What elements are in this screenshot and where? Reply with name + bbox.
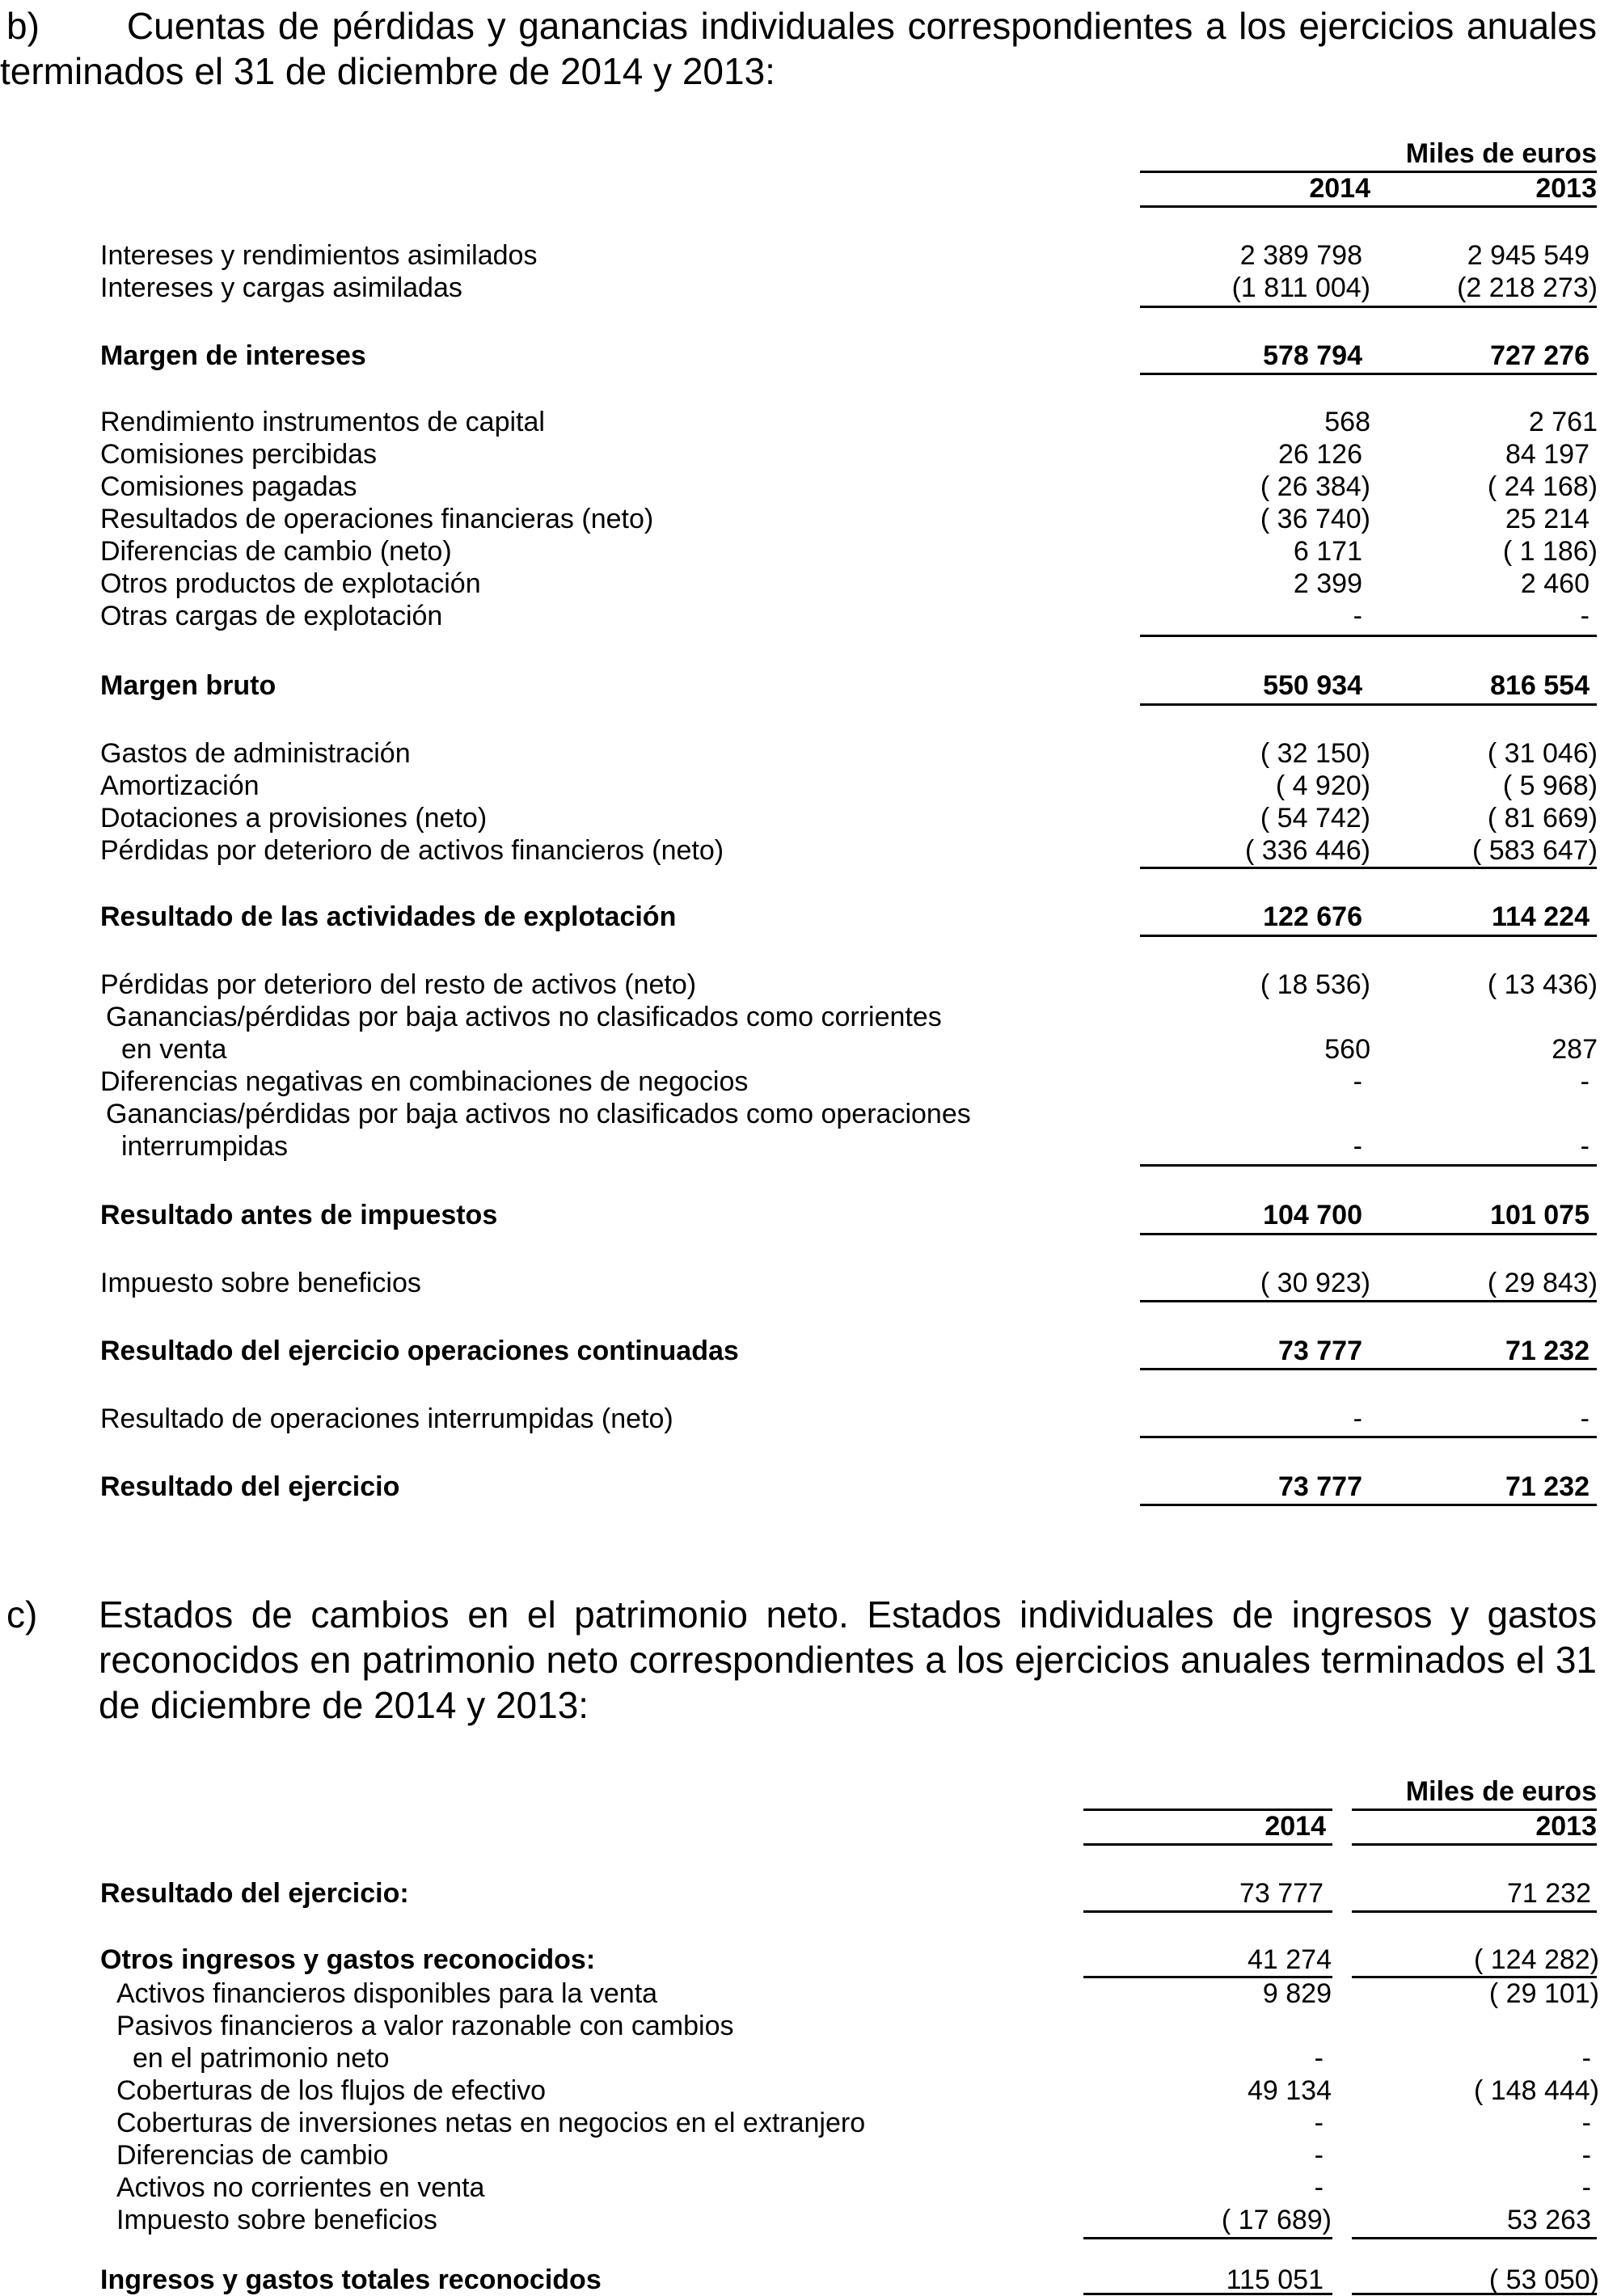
row-label: Impuesto sobre beneficios — [100, 1268, 421, 1298]
value-2013: 71 232 — [1505, 1336, 1590, 1366]
row-label: Resultado del ejercicio: — [100, 1878, 409, 1909]
value-2014: 2 399 — [1293, 568, 1362, 599]
row-label: Resultado del ejercicio operaciones continuadas — [100, 1336, 739, 1366]
section-b-years-rule — [1140, 205, 1597, 208]
row-label-continued: en venta — [121, 1034, 227, 1065]
row-label: Otros ingresos y gastos reconocidos: — [100, 1944, 596, 1975]
row-label: Resultado de operaciones interrumpidas (neto) — [100, 1403, 673, 1434]
section-b-year-2013: 2013 — [1535, 173, 1597, 204]
value-2013: 727 276 — [1490, 340, 1590, 371]
value-2014: ( 18 536) — [1260, 969, 1370, 1000]
value-2014: 568 — [1324, 407, 1370, 437]
subtotal-rule — [1140, 1164, 1597, 1167]
row-label: Diferencias de cambio (neto) — [100, 536, 452, 567]
row-label: Otros productos de explotación — [100, 568, 481, 599]
row-label: Resultados de operaciones financieras (neto) — [100, 504, 654, 534]
value-2013: 114 224 — [1491, 901, 1590, 932]
value-2013: 71 232 — [1507, 1878, 1591, 1909]
value-2013: ( 24 168) — [1487, 471, 1598, 502]
row-label: Pérdidas por deterioro de activos financieros (neto) — [100, 835, 724, 866]
row-label: Ganancias/pérdidas por baja activos no clasificados como corrientes — [106, 1002, 942, 1032]
value-2014: 550 934 — [1263, 670, 1362, 701]
row-label: Margen bruto — [100, 670, 277, 701]
row-label: Activos no corrientes en venta — [116, 2172, 485, 2203]
row-label: Dotaciones a provisiones (neto) — [100, 803, 488, 834]
value-2013: 816 554 — [1490, 670, 1590, 701]
value-2013: 101 075 — [1490, 1200, 1590, 1230]
value-2014: - — [1314, 2043, 1324, 2074]
value-2014: - — [1353, 1131, 1362, 1162]
section-b-title: Cuentas de pérdidas y ganancias individuales correspondientes a los ejercicios anuales terminados el 31 de diciembre de 2014 y 2013: — [0, 5, 1597, 92]
value-2013: ( 1 186) — [1502, 536, 1598, 567]
value-2013: ( 13 436) — [1487, 969, 1598, 1000]
value-2013: 53 263 — [1507, 2205, 1591, 2235]
value-2014: - — [1353, 601, 1362, 631]
row-label: Gastos de administración — [100, 738, 411, 769]
row-label: Coberturas de inversiones netas en negocios en el extranjero — [116, 2108, 866, 2138]
subtotal-rule — [1352, 2237, 1597, 2239]
value-2013: (2 218 273) — [1457, 272, 1598, 303]
section-c-year-2014: 2014 — [1264, 1811, 1326, 1842]
row-label-continued: en el patrimonio neto — [133, 2043, 390, 2074]
row-label: Resultado antes de impuestos — [100, 1200, 498, 1230]
value-2014: 73 777 — [1239, 1878, 1324, 1909]
value-2013: 2 761 — [1528, 407, 1598, 437]
value-2014: 115 051 — [1226, 2264, 1324, 2295]
value-2013: ( 53 050) — [1488, 2264, 1599, 2295]
value-2013: - — [1580, 1403, 1590, 1434]
value-2014: ( 36 740) — [1260, 504, 1370, 534]
row-label: Activos financieros disponibles para la venta — [116, 1978, 658, 2009]
row-label: Impuesto sobre beneficios — [116, 2205, 437, 2235]
value-2013: - — [1580, 1066, 1590, 1097]
row-label: Intereses y cargas asimiladas — [100, 272, 462, 303]
row-label: Ingresos y gastos totales reconocidos — [100, 2264, 602, 2295]
value-2014: 49 134 — [1248, 2075, 1332, 2106]
value-2014: 41 274 — [1248, 1944, 1332, 1975]
value-2013: ( 124 282) — [1474, 1944, 1599, 1975]
value-2013: ( 31 046) — [1487, 738, 1598, 769]
value-2013: ( 29 843) — [1487, 1268, 1598, 1298]
value-2014: 26 126 — [1278, 439, 1362, 470]
value-2014: 9 829 — [1262, 1978, 1332, 2009]
section-b-letter: b) — [6, 5, 40, 47]
row-label: Pérdidas por deterioro del resto de activos (neto) — [100, 969, 697, 1000]
subtotal-rule — [1140, 1300, 1597, 1302]
value-2014: 2 389 798 — [1239, 240, 1362, 271]
value-2014: 578 794 — [1263, 340, 1362, 371]
value-2014: 560 — [1324, 1034, 1370, 1065]
value-2013: - — [1581, 2043, 1591, 2074]
row-label: Coberturas de los flujos de efectivo — [116, 2075, 547, 2106]
section-b-unit: Miles de euros — [1405, 138, 1597, 169]
value-2014: - — [1314, 2172, 1324, 2203]
subtotal-rule — [1140, 867, 1597, 869]
row-label-continued: interrumpidas — [121, 1131, 288, 1162]
value-2013: - — [1581, 2108, 1591, 2138]
value-2014: - — [1353, 1066, 1362, 1097]
subtotal-rule — [1140, 1436, 1597, 1438]
row-label: Comisiones pagadas — [100, 471, 357, 502]
row-label: Resultado del ejercicio — [100, 1471, 400, 1502]
row-label: Diferencias negativas en combinaciones de negocios — [100, 1066, 749, 1097]
value-2014: - — [1314, 2108, 1324, 2138]
value-2013: ( 29 101) — [1488, 1978, 1599, 2009]
subtotal-rule — [1083, 2237, 1332, 2239]
row-label: Pasivos financieros a valor razonable con cambios — [116, 2011, 734, 2041]
row-label: Intereses y rendimientos asimilados — [100, 240, 538, 271]
value-2014: - — [1314, 2140, 1324, 2171]
value-2013: ( 583 647) — [1472, 835, 1598, 866]
row-label: Otras cargas de explotación — [100, 601, 443, 631]
value-2013: ( 81 669) — [1487, 803, 1598, 834]
section-c-year-2013: 2013 — [1535, 1811, 1597, 1842]
value-2013: 71 232 — [1505, 1471, 1590, 1502]
value-2014: 122 676 — [1263, 901, 1362, 932]
value-2014: 73 777 — [1278, 1336, 1362, 1366]
section-c-years-rule-2013 — [1352, 1843, 1597, 1846]
value-2014: 104 700 — [1263, 1200, 1362, 1230]
subtotal-rule — [1352, 1910, 1597, 1913]
value-2013: 25 214 — [1505, 504, 1590, 534]
value-2014: ( 30 923) — [1260, 1268, 1370, 1298]
row-label: Resultado de las actividades de explotación — [100, 901, 677, 932]
subtotal-rule — [1140, 635, 1597, 637]
value-2013: - — [1581, 2172, 1591, 2203]
value-2014: ( 336 446) — [1245, 835, 1370, 866]
subtotal-rule — [1083, 1910, 1332, 1913]
row-label: Margen de intereses — [100, 340, 366, 371]
total-rule — [1140, 1504, 1597, 1506]
value-2013: 84 197 — [1505, 439, 1590, 470]
value-2013: - — [1580, 1131, 1590, 1162]
value-2014: ( 26 384) — [1260, 471, 1370, 502]
value-2014: ( 17 689) — [1221, 2205, 1332, 2235]
value-2013: - — [1580, 601, 1590, 631]
value-2013: 287 — [1552, 1034, 1598, 1065]
value-2014: ( 54 742) — [1260, 803, 1370, 834]
value-2013: ( 5 968) — [1502, 770, 1598, 801]
value-2013: - — [1581, 2140, 1591, 2171]
total-rule — [1140, 373, 1597, 375]
row-label: Comisiones percibidas — [100, 439, 378, 470]
row-label: Ganancias/pérdidas por baja activos no clasificados como operaciones — [106, 1099, 971, 1129]
total-rule — [1140, 1233, 1597, 1235]
value-2013: 2 460 — [1520, 568, 1590, 599]
total-rule — [1140, 935, 1597, 937]
section-c-letter: c) — [6, 1593, 38, 1635]
section-c-title: Estados de cambios en el patrimonio neto. Estados individuales de ingresos y gastos reconocidos en patrimonio neto correspondientes a los ejercicios anuales terminados el 31 de diciembre de 2014 y 2013: — [99, 1593, 1597, 1726]
value-2014: 6 171 — [1293, 536, 1362, 567]
value-2014: (1 811 004) — [1231, 272, 1370, 303]
row-label: Diferencias de cambio — [116, 2140, 389, 2171]
value-2014: - — [1353, 1403, 1362, 1434]
section-b-heading — [0, 3, 1597, 94]
value-2013: ( 148 444) — [1474, 2075, 1599, 2106]
total-rule — [1140, 703, 1597, 706]
section-b-year-2014: 2014 — [1309, 173, 1370, 204]
row-label: Amortización — [100, 770, 260, 801]
value-2014: ( 32 150) — [1260, 738, 1370, 769]
row-label: Rendimiento instrumentos de capital — [100, 407, 545, 437]
section-c-unit: Miles de euros — [1405, 1776, 1597, 1807]
value-2013: 2 945 549 — [1467, 240, 1590, 271]
value-2014: 73 777 — [1278, 1471, 1362, 1502]
total-rule — [1140, 1368, 1597, 1370]
section-c-years-rule-2014 — [1083, 1843, 1332, 1846]
value-2014: ( 4 920) — [1275, 770, 1370, 801]
subtotal-rule — [1140, 306, 1597, 308]
